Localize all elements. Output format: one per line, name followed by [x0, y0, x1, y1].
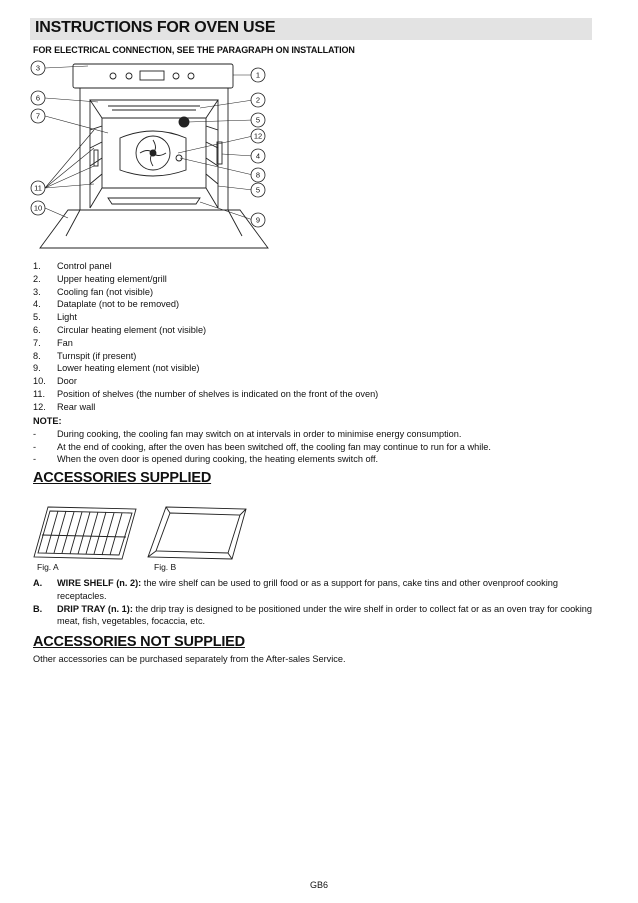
svg-text:6: 6	[35, 93, 41, 103]
list-item: 6. Circular heating element (not visible)	[33, 324, 207, 335]
svg-text:10: 10	[33, 203, 43, 213]
svg-text:1: 1	[255, 70, 261, 80]
note-section	[33, 415, 491, 466]
fig-a-label: Fig. A	[37, 562, 59, 572]
svg-text:9: 9	[255, 215, 261, 225]
accessories-list	[33, 577, 593, 628]
accessories-not-supplied-text: Other accessories can be purchased separately from the After-sales Service.	[33, 654, 346, 664]
page-title: INSTRUCTIONS FOR OVEN USE	[35, 19, 276, 36]
list-item: 5. Light	[33, 312, 77, 323]
accessories-not-supplied-heading: ACCESSORIES NOT SUPPLIED	[33, 634, 245, 650]
parts-list	[33, 260, 378, 414]
svg-text:3: 3	[35, 63, 41, 73]
list-item: 2. Upper heating element/grill	[33, 273, 167, 284]
oven-diagram	[28, 58, 273, 258]
title-bar	[30, 18, 592, 40]
svg-text:8: 8	[255, 170, 261, 180]
list-item: B. DRIP TRAY (n. 1): the drip tray is designed to be positioned under the wire shelf in order to collect fat or as an oven tray for cooking meat, fish, vegetables, focaccia, etc.	[33, 603, 593, 627]
list-item: 10. Door	[33, 376, 77, 387]
drip-tray-image	[146, 505, 250, 563]
list-item: 4. Dataplate (not to be removed)	[33, 299, 180, 310]
svg-text:7: 7	[35, 111, 41, 121]
svg-text:12: 12	[253, 131, 263, 141]
note-line: - At the end of cooking, after the oven has been switched off, the cooling fan may continue to run for a while.	[33, 441, 491, 452]
list-item: 3. Cooling fan (not visible)	[33, 286, 154, 297]
svg-text:5: 5	[255, 115, 261, 125]
list-item: A. WIRE SHELF (n. 2): the wire shelf can be used to grill food or as a support for pans, cake tins and other ovenproof cooking receptacles.	[33, 578, 558, 601]
list-item: 7. Fan	[33, 337, 73, 348]
list-item: 11. Position of shelves (the number of shelves is indicated on the front of the oven)	[33, 388, 379, 399]
fig-b-label: Fig. B	[154, 562, 177, 572]
note-title: NOTE:	[33, 416, 62, 426]
svg-text:2: 2	[255, 95, 261, 105]
accessories-supplied-heading: ACCESSORIES SUPPLIED	[33, 470, 212, 486]
list-item: 12. Rear wall	[33, 401, 96, 412]
wire-shelf-image	[30, 505, 140, 563]
svg-text:5: 5	[255, 185, 261, 195]
note-line: - When the oven door is opened during cooking, the heating elements switch off.	[33, 454, 379, 465]
list-item: 8. Turnspit (if present)	[33, 350, 137, 361]
page-number: GB6	[309, 880, 328, 890]
svg-text:11: 11	[34, 183, 42, 193]
subtitle: FOR ELECTRICAL CONNECTION, SEE THE PARAGRAPH ON INSTALLATION	[33, 45, 355, 55]
svg-text:4: 4	[255, 151, 261, 161]
note-line: - During cooking, the cooling fan may switch on at intervals in order to minimise energy consumption.	[33, 428, 462, 439]
list-item: 1. Control panel	[33, 261, 112, 271]
list-item: 9. Lower heating element (not visible)	[33, 363, 200, 374]
